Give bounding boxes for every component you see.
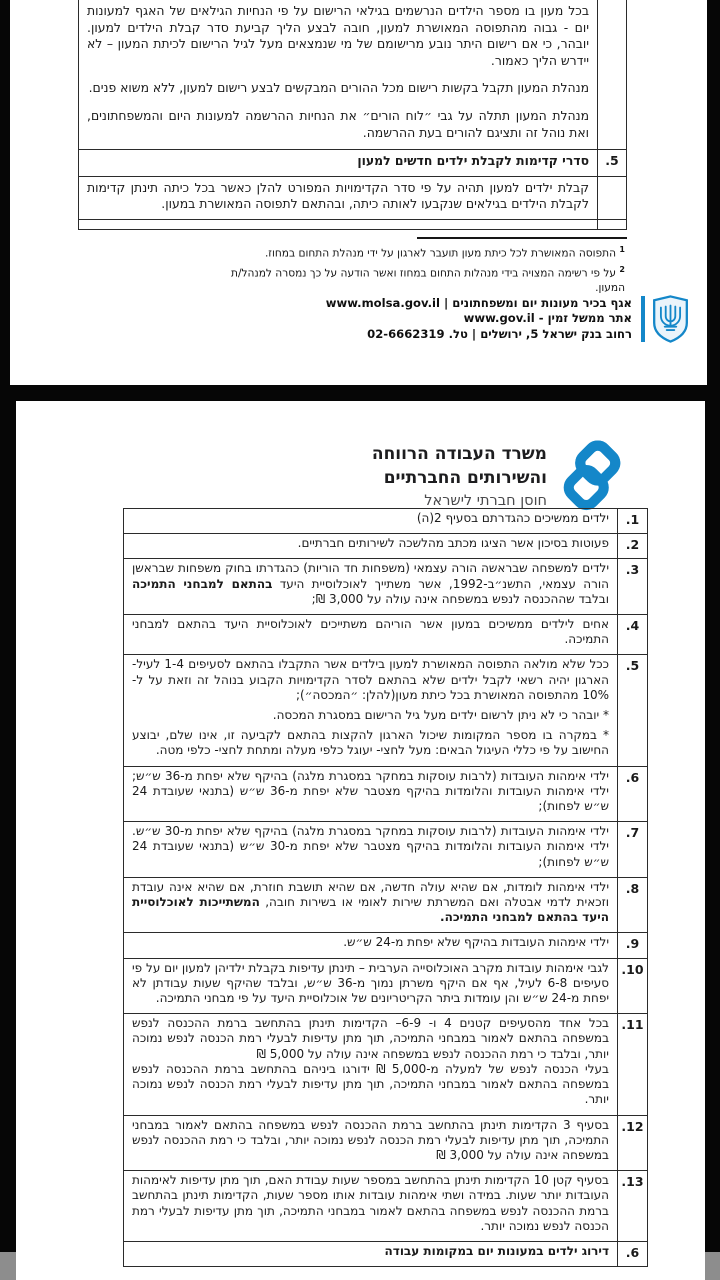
table-row-empty (79, 219, 627, 229)
item-text: לגבי אימהות עובדות מקרב האוכלוסייה הערבית – תינתן עדיפות בקבלת ילדיהן למעון יום על פי סעיפים 6-8 לעיל, אף אם היקף משרתן נמוך מ-36 ש״ש, ובלבד שהיקף שעות עבודתן לא יפחת מ-24 ש״ש והן עומדות ביתר הקריטריונים של אוכלוסיית היעד על פי מבחני התמיכה. (124, 958, 618, 1014)
priority-item-row (124, 877, 648, 933)
item-text: ילדים למשפחה שבראשה הורה עצמאי (משפחות חד הוריות) כהגדרתו בחוק משפחות שבראשן הורה עצמאי, התשנ״ב-1992, אשר משתייך לאוכלוסיית היעד בהתאם למבחני התמיכה ובלבד שההכנסה לנפש במשפחה אינה עולה על 3,000 ₪; (124, 559, 618, 615)
section-number-cell: 5. (598, 150, 627, 177)
section-6-row (124, 1241, 648, 1266)
priority-item-row (124, 615, 648, 655)
item-bullet: * במקרה בו מספר המקומות שיכול הארגון להקצות בהתאם לקביעה זו, אינו שלם, יבוצע החישוב על פי כללי העיגול הבאים: מעל לחצי- יעוגל כלפי מעלה ומתחת לחצי- כלפי מטה. (132, 728, 609, 758)
israel-state-emblem-icon (652, 295, 689, 343)
table-row (79, 176, 627, 219)
item-text: פעוטות בסיכון אשר הציגו מכתב מהלשכה לשירותים חברתיים. (124, 534, 618, 559)
item-text: ילדי אימהות העובדות בהיקף שלא יפחת מ-24 ש״ש. (124, 933, 618, 958)
section-number-cell (598, 0, 627, 150)
ministry-name-line-2: והשירותים החברתיים (383, 467, 547, 488)
item-number: 12. (618, 1115, 648, 1171)
item-text: בסעיף קטן 10 הקדימות תינתן בהתחשב במספר שעות עבודת האם, תוך מתן עדיפות לאימהות העובדות יותר שעות. במידה ושתי אימהות עובדות אותו מספר שעות, הקדימות תינתן בהתחשב ברמת ההכנסה לנפש במשפחה בהתאם לאמור במבחני התמיכה, תוך מתן עדיפות לבעלי רמת הכנסה לנפש נמוכה יותר. (124, 1171, 618, 1242)
priority-item-row (124, 822, 648, 878)
priority-item-row (124, 509, 648, 534)
paragraph: מנהלת המעון תקבל בקשות רישום מכל ההורים המבקשים לבצע רישום למעון, ללא משוא פנים. (88, 80, 589, 96)
footer-line-department: אגף בכיר מעונות יום ומשפחתונים | www.molsa.gov.il (325, 295, 632, 310)
priority-item-row (124, 1171, 648, 1242)
footer-line-website: אתר ממשל זמין - www.gov.il (463, 311, 632, 326)
item-number: 10. (618, 958, 648, 1014)
item-text: בכל אחד מהסעיפים קטנים 4 ו- 6-9– הקדימות תינתן בהתחשב ברמת ההכנסה לנפש במשפחה בהתאם לאמור במבחני התמיכה, תוך מתן עדיפות לבעלי רמת הכנסה לנפש נמוכה יותר, ובלבד כי רמת ההכנסה לנפש במשפחה אינה עולה על 5,000 ₪ בעלי הכנסה לנפש של למעלה מ-5,000 ₪ ידורגו ביניהם בהתחשב ברמת ההכנסה לנפש במשפחה בהתאם לאמור במבחני התמיכה, תוך מתן עדיפות לבעלי רמת הכנסה לנפש נמוכה יותר. (124, 1014, 618, 1115)
priority-item-row (124, 559, 648, 615)
footnote-separator (417, 237, 627, 239)
item-number: 1. (618, 509, 648, 534)
item-text: ככל שלא מולאה התפוסה המאושרת למעון בילדים אשר התקבלו בהתאם לסעיפים 1-4 לעיל- הארגון יהיה רשאי לקבל ילדים שלא בהתאם לסדר הקדימויות הקבוע בנוהל זה וזאת על ל- 10% מהתפוסה המאושרת בכל כיתת מעון(להלן: ״המכסה״); * יובהר כי לא ניתן לרשום ילדים מעל גיל הרישום במסגרת המכסה. * במקרה בו מספר המקומות שיכול הארגון להקצות בהתאם לקביעה זו, אינו שלם, יבוצע החישוב על פי כללי העיגול הבאים: מעל לחצי- יעוגל כלפי מעלה ומתחת לחצי- כלפי מטה. (124, 655, 618, 766)
section-number-cell: 6. (618, 1241, 648, 1266)
item-text: בסעיף 3 הקדימות תינתן בהתחשב ברמת ההכנסה לנפש במשפחה בהתאם לאמור במבחני התמיכה, תוך מתן עדיפות לבעלי רמת הכנסה לנפש נמוכה יותר, ובלבד כי רמת ההכנסה לנפש במשפחה אינה עולה על 3,000 ₪ (124, 1115, 618, 1171)
item-text: ילדי אימהות לומדות, אם שהיא עולה חדשה, אם שהיא תושבת חוזרת, אם שהיא אינה עובדת וזכאית לדמי אבטלה ואם המשרתת שירות לאומי או בשירות חובה, המשתייכות לאוכלוסיית היעד בהתאם למבחני התמיכה. (124, 877, 618, 933)
section-number-cell (598, 176, 627, 219)
ministry-tagline: חוסן חברתי לישראל (424, 493, 547, 509)
ministry-name-line-1: משרד העבודה הרווחה (371, 444, 547, 464)
priority-intro-table (78, 0, 627, 230)
item-number: 5. (618, 655, 648, 766)
footer-contact-block (326, 296, 632, 343)
table-row (79, 0, 627, 150)
item-text: ילדי אימהות העובדות (לרבות עוסקות במחקר במסגרת מלגה) בהיקף שלא יפחת מ-30 ש״ש. ילדי אימהות העובדות והלומדות בהיקף מצטבר שלא יפחת מ-30 ש״ש (בתנאי שעובדת 24 ש״ש לפחות); (124, 822, 618, 878)
section-6-title: דירוג ילדים במעונות יום במקומות עבודה (124, 1241, 618, 1266)
item-text: אחים לילדים ממשיכים במעון אשר הוריהם משתייכים לאוכלוסיית היעד בהתאם למבחני התמיכה. (124, 615, 618, 655)
priority-item-row (124, 766, 648, 822)
ministry-header (372, 438, 628, 514)
item-text: ילדי אימהות העובדות (לרבות עוסקות במחקר במסגרת מלגה) בהיקף שלא יפחת מ-36 ש״ש; ילדי אימהות העובדות והלומדות בהיקף מצטבר שלא יפחת מ-36 ש״ש (בתנאי שעובדת 24 ש״ש לפחות); (124, 766, 618, 822)
item-number: 8. (618, 877, 648, 933)
priority-item-row (124, 655, 648, 766)
item-number: 7. (618, 822, 648, 878)
footnote-2 (205, 262, 625, 297)
paragraph: בכל מעון בו מספר הילדים הנרשמים בגילאי הרישום על פי הנחיות הגילאים של האגף למעונות יום - גבוה מהתפוסה המאושרת למעון, חובה לבצע הליך קביעת סדר קבלת הילדים למעון. יובהר, כי אם רישום היתר נובע מרישומם של מי שנמצאים מעל לגיל הרישום לכיתת המעון – לא יידרש הליך כאמור. (87, 3, 589, 68)
ministry-knot-logo-icon (556, 438, 628, 514)
document-page-1 (10, 0, 707, 385)
footnote-marker: 1 (619, 245, 625, 254)
priority-item-row (124, 958, 648, 1014)
item-number: 6. (618, 766, 648, 822)
gov-letterhead-footer (326, 295, 689, 343)
section-5-body-cell: קבלת ילדים למעון תהיה על פי סדר הקדימויות המפורט להלן כאשר בכל כיתה תינתן קדימות לקבלת הילדים בגילאים שנקבעו לאותה כיתה, ובהתאם לתפוסה המאושרת במעון. (79, 176, 598, 219)
priority-item-row (124, 933, 648, 958)
footnote-text: על פי רשימה המצויה בידי מנהלות התחום במחוז ואשר הודעה על כך נמסרה למנהל/ת המעון. (231, 267, 625, 295)
priority-item-row (124, 1014, 648, 1115)
priority-items-table (123, 508, 648, 1267)
registration-rules-cell (79, 0, 598, 150)
item-number: 4. (618, 615, 648, 655)
priority-item-row (124, 1115, 648, 1171)
item-number: 11. (618, 1014, 648, 1115)
footnote-marker: 2 (619, 264, 625, 274)
footnotes (205, 242, 625, 296)
item-number: 9. (618, 933, 648, 958)
item-number: 13. (618, 1171, 648, 1242)
paragraph: מנהלת המעון תתלה על גבי ״לוח הורים״ את הנחיות ההרשמה למעונות היום והמשפחתונים, ואת נוהל זה ותציגם להורים בעת ההרשמה. (87, 107, 589, 140)
ministry-name-block (372, 438, 547, 512)
item-number: 3. (618, 559, 648, 615)
footnote-1 (205, 242, 625, 262)
table-row (79, 150, 627, 177)
item-text: ילדים ממשיכים כהגדרתם בסעיף 2(ה) (124, 509, 618, 534)
priority-item-row (124, 534, 648, 559)
footer-divider-bar (641, 296, 645, 342)
document-page-2 (16, 401, 705, 1280)
footer-line-address: רחוב בנק ישראל 5, ירושלים | טל. 02-6662319 (367, 326, 632, 341)
item-number: 2. (618, 534, 648, 559)
footnote-text: התפוסה המאושרת לכל כיתת מעון תועבר לארגון על ידי מנהלת התחום במחוז. (264, 247, 617, 260)
item-bullet: * יובהר כי לא ניתן לרשום ילדים מעל גיל הרישום במסגרת המכסה. (272, 708, 609, 723)
section-5-title: סדרי קדימות לקבלת ילדים חדשים למעון (79, 150, 598, 177)
